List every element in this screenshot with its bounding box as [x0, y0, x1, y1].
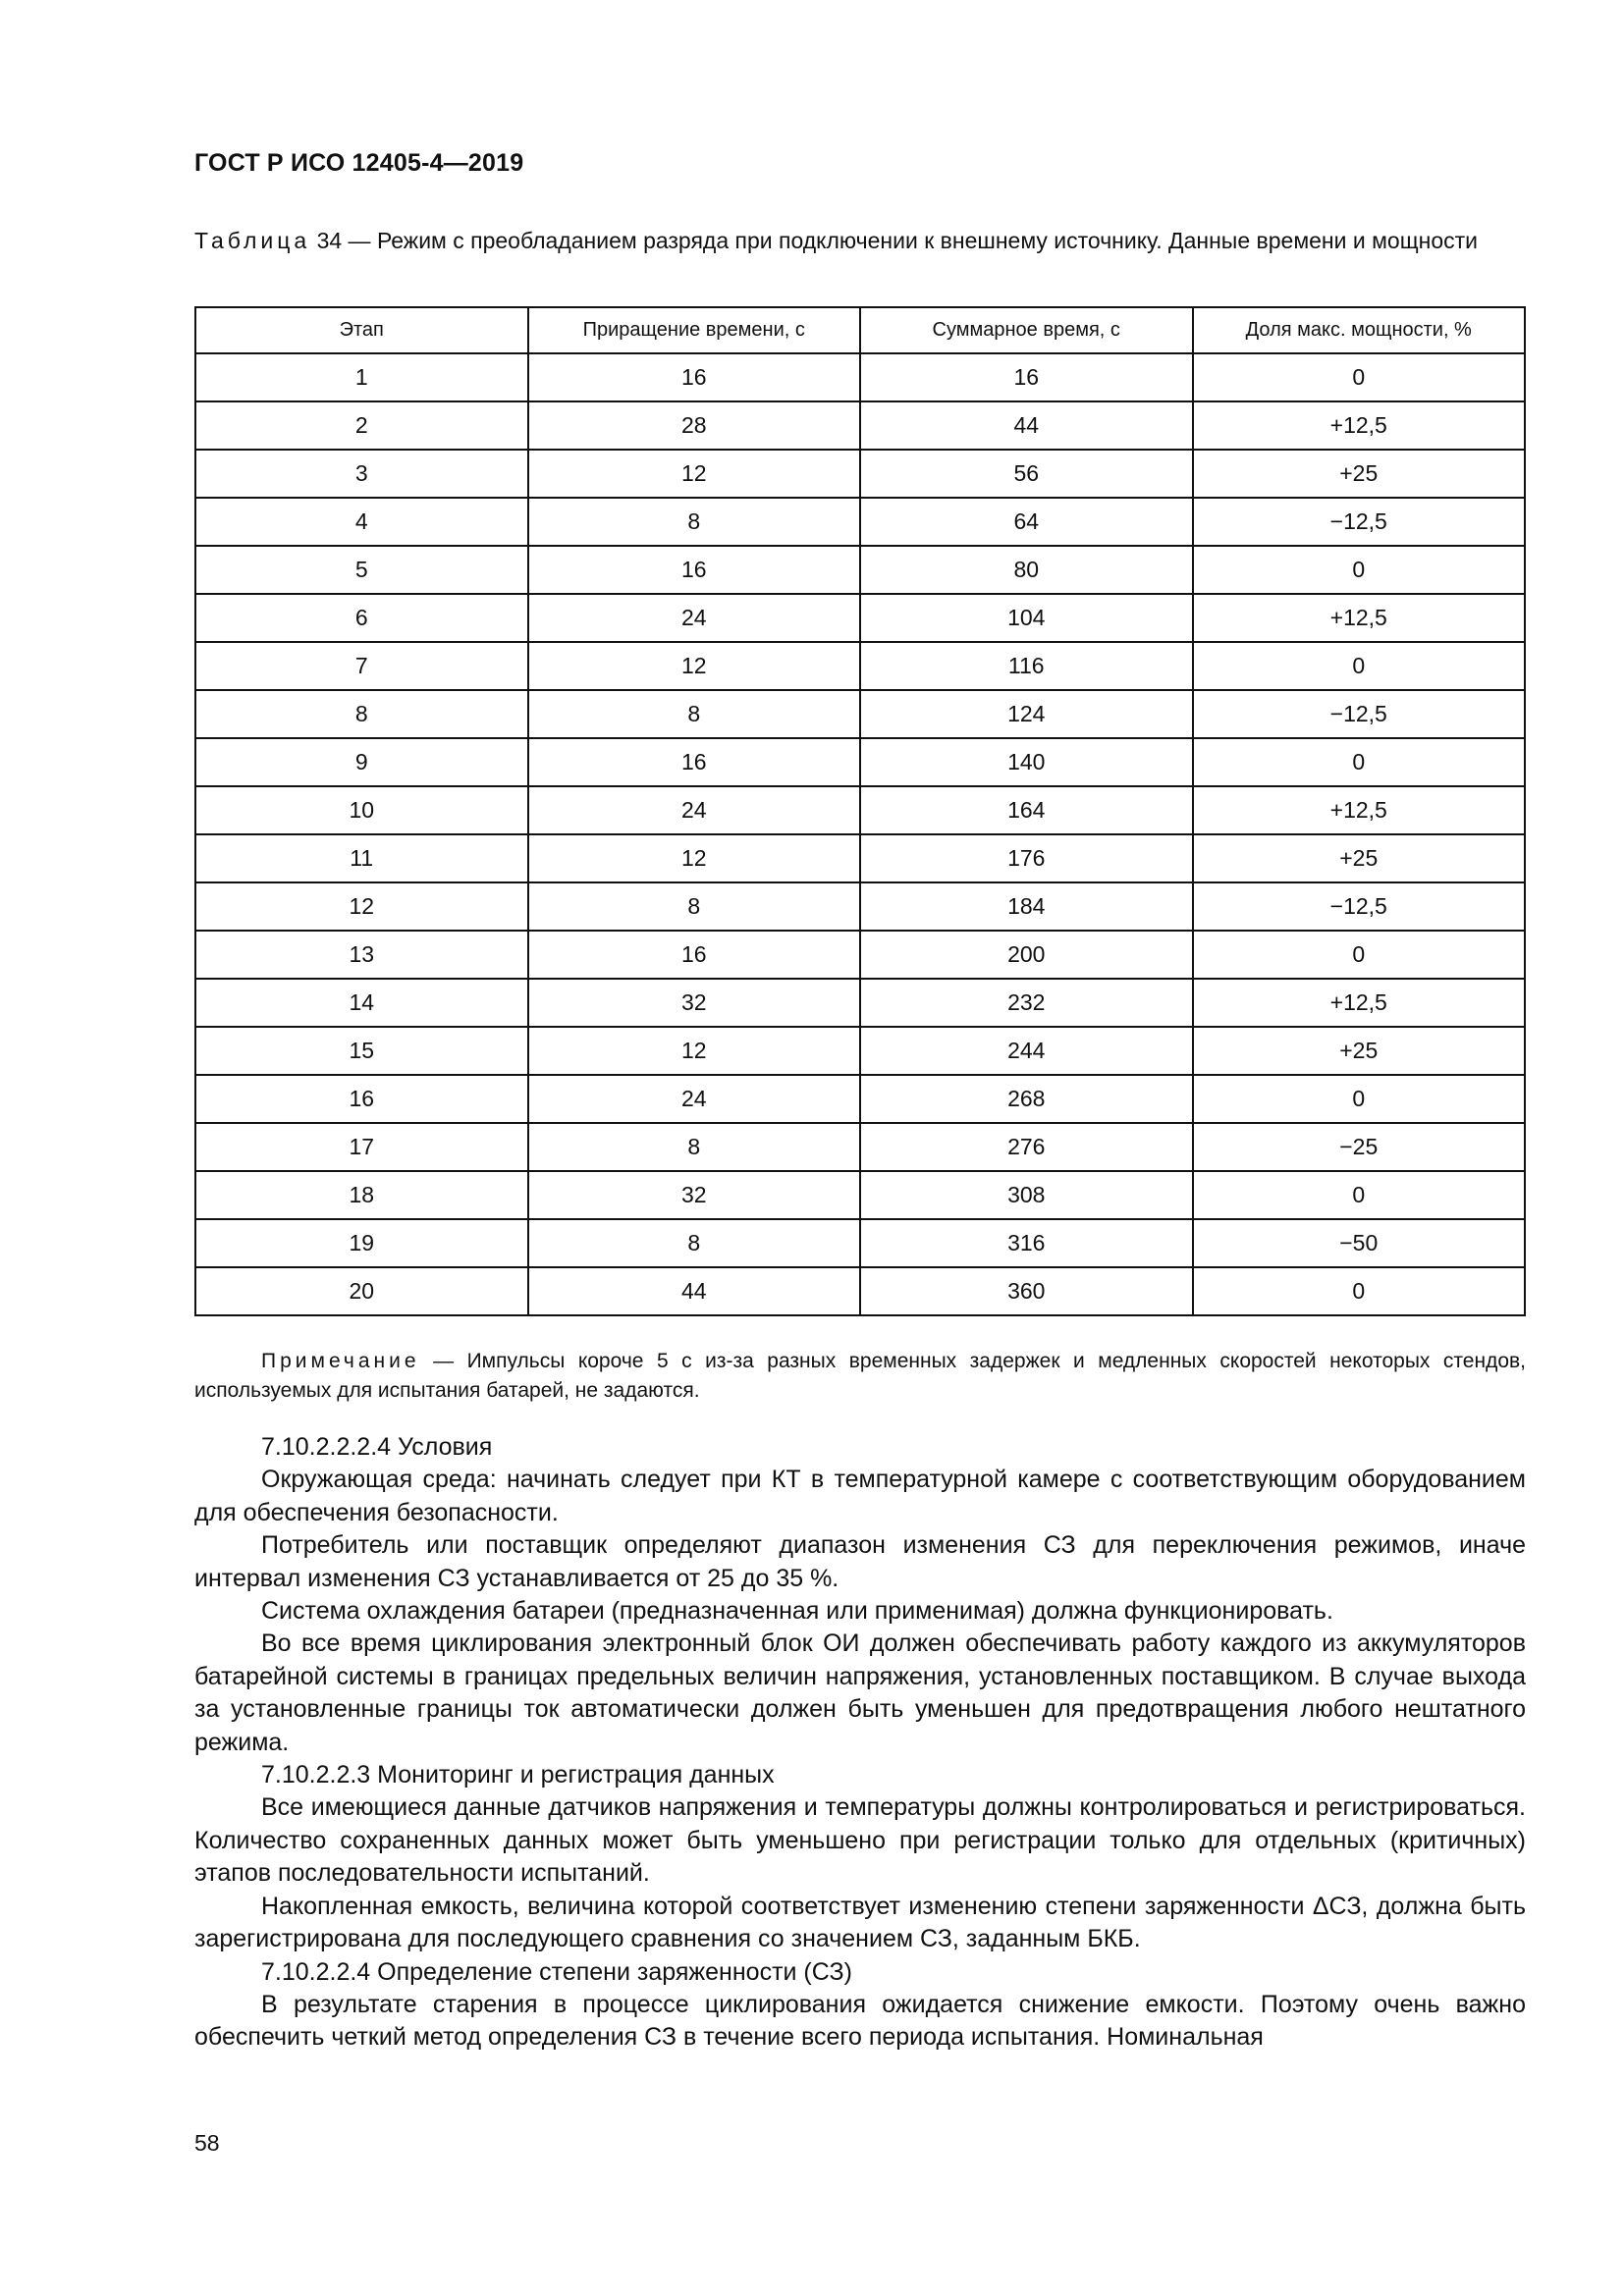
table-cell: 276	[860, 1123, 1193, 1171]
table-row	[195, 1171, 1525, 1219]
table-row	[195, 1267, 1525, 1315]
table-cell: 5	[195, 546, 528, 594]
body-paragraph: Окружающая среда: начинать следует при КТ в температурной камере с соответствующим оборудованием для обеспечения безопасности.	[194, 1466, 1526, 1526]
body-paragraph: 7.10.2.2.2.4 Условия	[261, 1433, 493, 1461]
body-paragraph: 7.10.2.2.3 Мониторинг и регистрация данных	[261, 1761, 775, 1789]
note-text: — Импульсы короче 5 с из-за разных временных задержек и медленных скоростей некоторых стендов, используемых для испытания батарей, не задаются.	[194, 1350, 1526, 1402]
table-cell: 64	[860, 498, 1193, 546]
table-cell: +25	[1193, 450, 1526, 498]
table-cell: 0	[1193, 1075, 1526, 1123]
table-cell: 104	[860, 594, 1193, 642]
table-cell: −50	[1193, 1219, 1526, 1267]
table-row	[195, 401, 1525, 450]
table-cell: 6	[195, 594, 528, 642]
table-cell: −12,5	[1193, 882, 1526, 931]
table-cell: 8	[528, 498, 861, 546]
body-paragraph: Во все время циклирования электронный блок ОИ должен обеспечивать работу каждого из аккумуляторов батарейной системы в границах предельных величин напряжения, установленных поставщиком. В случае выхода за установленные границы ток автоматически должен быть уменьшен для предотвращения любого нештатного режима.	[194, 1629, 1526, 1756]
table-cell: 3	[195, 450, 528, 498]
table-cell: 0	[1193, 353, 1526, 401]
table-cell: 140	[860, 738, 1193, 786]
table-cell: +12,5	[1193, 979, 1526, 1027]
table-cell: 360	[860, 1267, 1193, 1315]
note-lead: Примечание	[261, 1350, 420, 1372]
body-paragraph: В результате старения в процессе циклирования ожидается снижение емкости. Поэтому очень важно обеспечить четкий метод определения СЗ в течение всего периода испытания. Номинальная	[194, 1990, 1526, 2052]
table-cell: −25	[1193, 1123, 1526, 1171]
table-row	[195, 1123, 1525, 1171]
table-cell: 2	[195, 401, 528, 450]
body-paragraph: Потребитель или поставщик определяют диапазон изменения СЗ для переключения режимов, иначе интервал изменения СЗ устанавливается от 25 до 35 %.	[194, 1531, 1526, 1592]
table-cell: 12	[528, 450, 861, 498]
table-cell: 19	[195, 1219, 528, 1267]
table-cell: 32	[528, 979, 861, 1027]
table-cell: 16	[528, 931, 861, 979]
table-cell: −12,5	[1193, 498, 1526, 546]
table-cell: 16	[528, 353, 861, 401]
table-cell: 80	[860, 546, 1193, 594]
table-cell: 184	[860, 882, 1193, 931]
table-cell: 15	[195, 1027, 528, 1075]
table-row	[195, 546, 1525, 594]
table-cell: 12	[195, 882, 528, 931]
table-cell: 16	[528, 738, 861, 786]
table-cell: 24	[528, 786, 861, 834]
table-cell: 20	[195, 1267, 528, 1315]
table-cell: 164	[860, 786, 1193, 834]
column-header: Доля макс. мощности, %	[1193, 307, 1526, 353]
table-cell: 1	[195, 353, 528, 401]
data-table	[194, 306, 1526, 1316]
table-cell: +12,5	[1193, 401, 1526, 450]
table-row	[195, 498, 1525, 546]
document-id: ГОСТ Р ИСО 12405-4—2019	[194, 149, 524, 177]
table-row	[195, 882, 1525, 931]
table-cell: 28	[528, 401, 861, 450]
table-cell: 4	[195, 498, 528, 546]
body-paragraph: Система охлаждения батареи (предназначенная или применимая) должна функционировать.	[261, 1597, 1333, 1626]
table-row	[195, 594, 1525, 642]
table-cell: 12	[528, 1027, 861, 1075]
table-cell: 8	[528, 690, 861, 738]
body-paragraph: 7.10.2.2.4 Определение степени заряженности (СЗ)	[261, 1957, 852, 1986]
table-cell: 44	[528, 1267, 861, 1315]
table-cell: 0	[1193, 1267, 1526, 1315]
table-cell: 176	[860, 834, 1193, 882]
table-cell: 308	[860, 1171, 1193, 1219]
table-row	[195, 353, 1525, 401]
table-row	[195, 931, 1525, 979]
table-cell: 32	[528, 1171, 861, 1219]
table-cell: 0	[1193, 931, 1526, 979]
table-cell: 7	[195, 642, 528, 690]
table-cell: 232	[860, 979, 1193, 1027]
table-row	[195, 834, 1525, 882]
table-cell: 8	[528, 1123, 861, 1171]
page-number: 58	[194, 2130, 220, 2156]
table-cell: +12,5	[1193, 594, 1526, 642]
table-cell: 244	[860, 1027, 1193, 1075]
table-cell: 12	[528, 834, 861, 882]
table-cell: 124	[860, 690, 1193, 738]
table-cell: 14	[195, 979, 528, 1027]
table-cell: 12	[528, 642, 861, 690]
column-header: Этап	[195, 307, 528, 353]
body-paragraph: Все имеющиеся данные датчиков напряжения и температуры должны контролироваться и регистрироваться. Количество сохраненных данных может быть уменьшено при регистрации только для отдельных (критичных) этапов последовательности испытаний.	[194, 1793, 1526, 1888]
table-row	[195, 690, 1525, 738]
body-paragraph: Накопленная емкость, величина которой соответствует изменению степени заряженности ΔСЗ, должна быть зарегистрирована для последующего сравнения со значением СЗ, заданным БКБ.	[194, 1892, 1526, 1953]
table-note	[194, 1347, 1526, 1406]
table-cell: 9	[195, 738, 528, 786]
table-cell: 200	[860, 931, 1193, 979]
table-cell: 11	[195, 834, 528, 882]
column-header: Приращение времени, с	[528, 307, 861, 353]
table-row	[195, 1075, 1525, 1123]
table-cell: −12,5	[1193, 690, 1526, 738]
table-cell: 0	[1193, 546, 1526, 594]
column-header: Суммарное время, с	[860, 307, 1193, 353]
table-caption-text: 34 — Режим с преобладанием разряда при подключении к внешнему источнику. Данные времени и мощности	[310, 228, 1478, 253]
table-cell: +25	[1193, 834, 1526, 882]
table-caption-lead: Таблица	[194, 228, 311, 253]
table-cell: 268	[860, 1075, 1193, 1123]
table-cell: 0	[1193, 738, 1526, 786]
table-cell: +25	[1193, 1027, 1526, 1075]
table-cell: 8	[528, 882, 861, 931]
body-text	[194, 1431, 1526, 2055]
table-cell: 316	[860, 1219, 1193, 1267]
table-cell: 56	[860, 450, 1193, 498]
table-cell: 24	[528, 1075, 861, 1123]
table-cell: 17	[195, 1123, 528, 1171]
table-cell: 16	[528, 546, 861, 594]
table-row	[195, 1219, 1525, 1267]
table-header-row	[195, 307, 1525, 353]
table-cell: 0	[1193, 642, 1526, 690]
table-row	[195, 738, 1525, 786]
table-cell: 8	[528, 1219, 861, 1267]
table-row	[195, 642, 1525, 690]
table-cell: 116	[860, 642, 1193, 690]
table-cell: 8	[195, 690, 528, 738]
table-cell: 44	[860, 401, 1193, 450]
table-cell: 16	[195, 1075, 528, 1123]
table-cell: 0	[1193, 1171, 1526, 1219]
table-caption	[194, 226, 1524, 255]
table-row	[195, 786, 1525, 834]
table-cell: +12,5	[1193, 786, 1526, 834]
table-row	[195, 1027, 1525, 1075]
table-cell: 18	[195, 1171, 528, 1219]
table-body	[195, 353, 1525, 1315]
table-cell: 16	[860, 353, 1193, 401]
table-cell: 10	[195, 786, 528, 834]
table-row	[195, 450, 1525, 498]
table-row	[195, 979, 1525, 1027]
table-cell: 24	[528, 594, 861, 642]
table-cell: 13	[195, 931, 528, 979]
